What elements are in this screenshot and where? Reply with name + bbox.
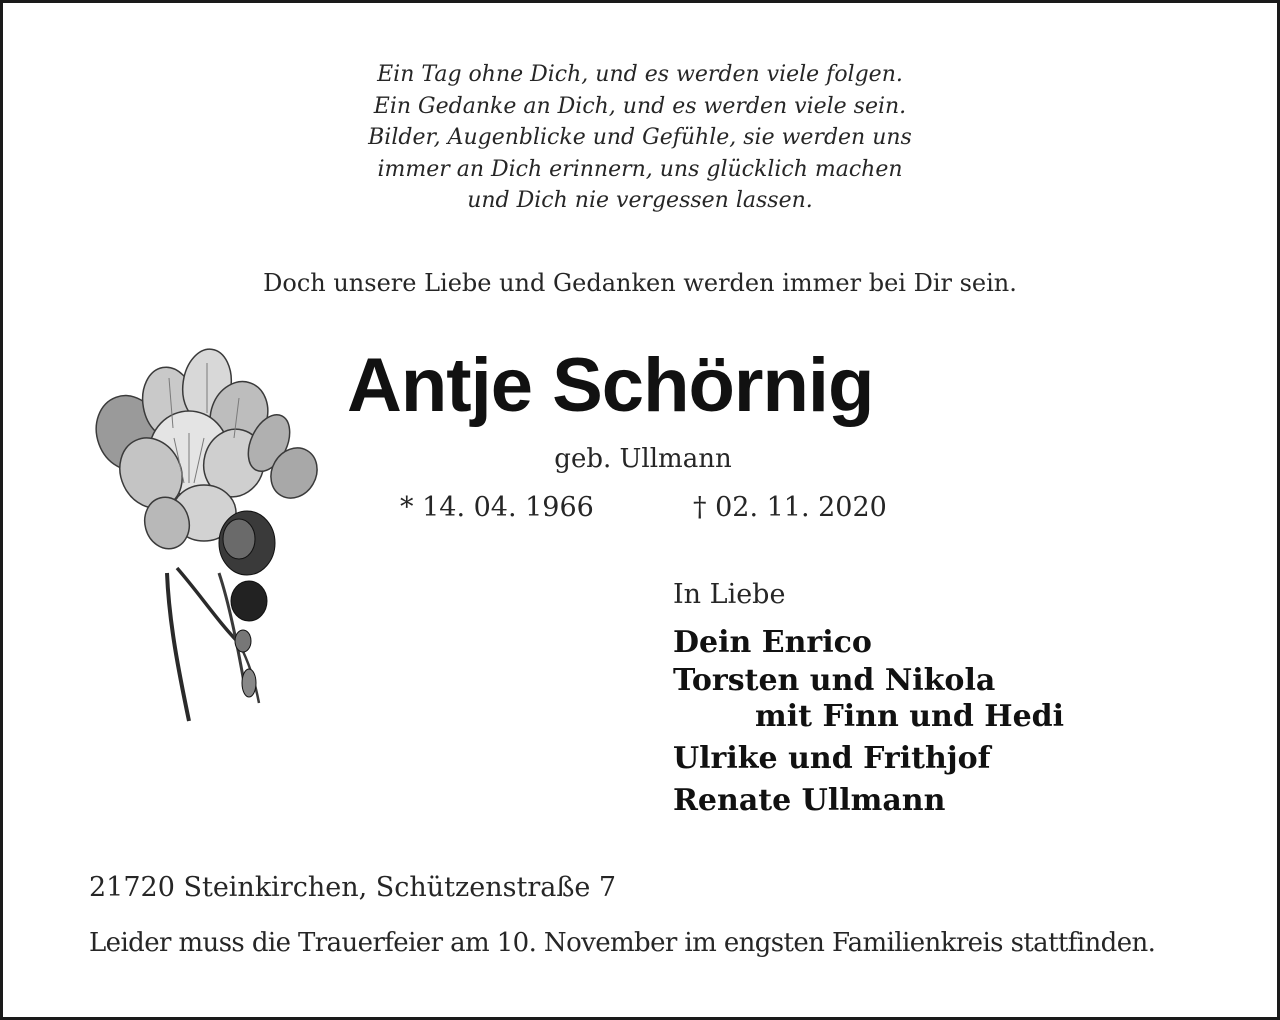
birth-date: * 14. 04. 1966 <box>400 492 594 523</box>
deceased-name: Antje Schörnig <box>347 343 874 428</box>
poem-line: Ein Gedanke an Dich, und es werden viele sein. <box>373 93 907 119</box>
freesia-flower-photo <box>89 343 329 723</box>
funeral-note: Leider muss die Trauerfeier am 10. November im engsten Familienkreis stattfinden. <box>89 928 1156 958</box>
mourners-intro: In Liebe <box>673 579 786 610</box>
birth-name: geb. Ullmann <box>554 444 732 474</box>
poem-line: Ein Tag ohne Dich, und es werden viele folgen. <box>377 62 903 87</box>
mourners-list <box>673 623 1064 821</box>
address: 21720 Steinkirchen, Schützenstraße 7 <box>89 872 617 903</box>
poem-line: immer an Dich erinnern, uns glücklich machen <box>377 156 903 182</box>
poem-line: und Dich nie vergessen lassen. <box>467 188 813 213</box>
poem-line: Bilder, Augenblicke und Gefühle, sie werden uns <box>368 125 912 150</box>
mourner-line: Dein Enrico <box>673 625 872 660</box>
death-date: † 02. 11. 2020 <box>693 492 887 523</box>
mourner-line: Renate Ullmann <box>673 783 946 818</box>
mourner-line: mit Finn und Hedi <box>755 699 1065 734</box>
mourner-line: Ulrike und Frithjof <box>673 741 991 776</box>
closing-line: Doch unsere Liebe und Gedanken werden immer bei Dir sein. <box>263 269 1017 297</box>
poem <box>3 59 1277 217</box>
mourner-line: Torsten und Nikola <box>673 663 996 698</box>
birth-name-row <box>3 444 1280 474</box>
